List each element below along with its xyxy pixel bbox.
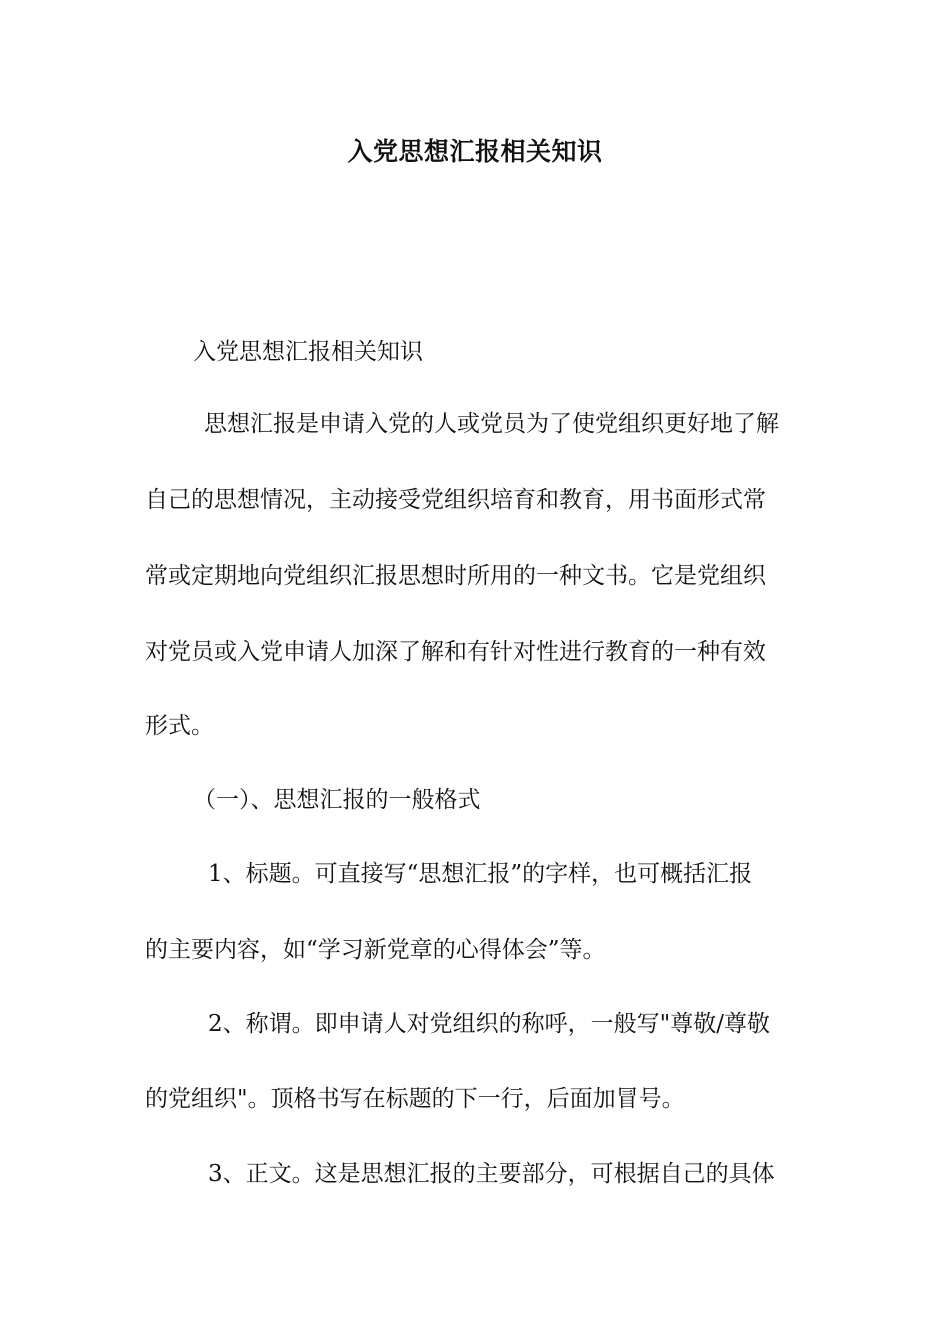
list-item-line: 1、标题。可直接写“思想汇报”的字样，也可概括汇报: [208, 861, 753, 887]
list-item-line: 3、正文。这是思想汇报的主要部分，可根据自己的具体: [208, 1161, 775, 1187]
paragraph-line: 对党员或入党申请人加深了解和有针对性进行教育的一种有效: [145, 639, 766, 665]
list-item-line: 的主要内容，如“学习新党章的心得体会”等。: [145, 937, 606, 963]
paragraph-line: 思想汇报是申请入党的人或党员为了使党组织更好地了解: [204, 411, 779, 437]
page-title: 入党思想汇报相关知识: [347, 137, 603, 166]
list-item-line: 2、称谓。即申请人对党组织的称呼，一般写"尊敬/尊敬: [208, 1011, 770, 1037]
section-heading: （一）、思想汇报的一般格式: [193, 787, 481, 813]
paragraph-line: 自己的思想情况，主动接受党组织培育和教育，用书面形式常: [145, 487, 766, 513]
paragraph-line: 常或定期地向党组织汇报思想时所用的一种文书。它是党组织: [145, 563, 766, 589]
paragraph-line: 形式。: [145, 713, 214, 739]
subtitle: 入党思想汇报相关知识: [193, 339, 423, 365]
list-item-line: 的党组织"。顶格书写在标题的下一行，后面加冒号。: [145, 1086, 685, 1112]
